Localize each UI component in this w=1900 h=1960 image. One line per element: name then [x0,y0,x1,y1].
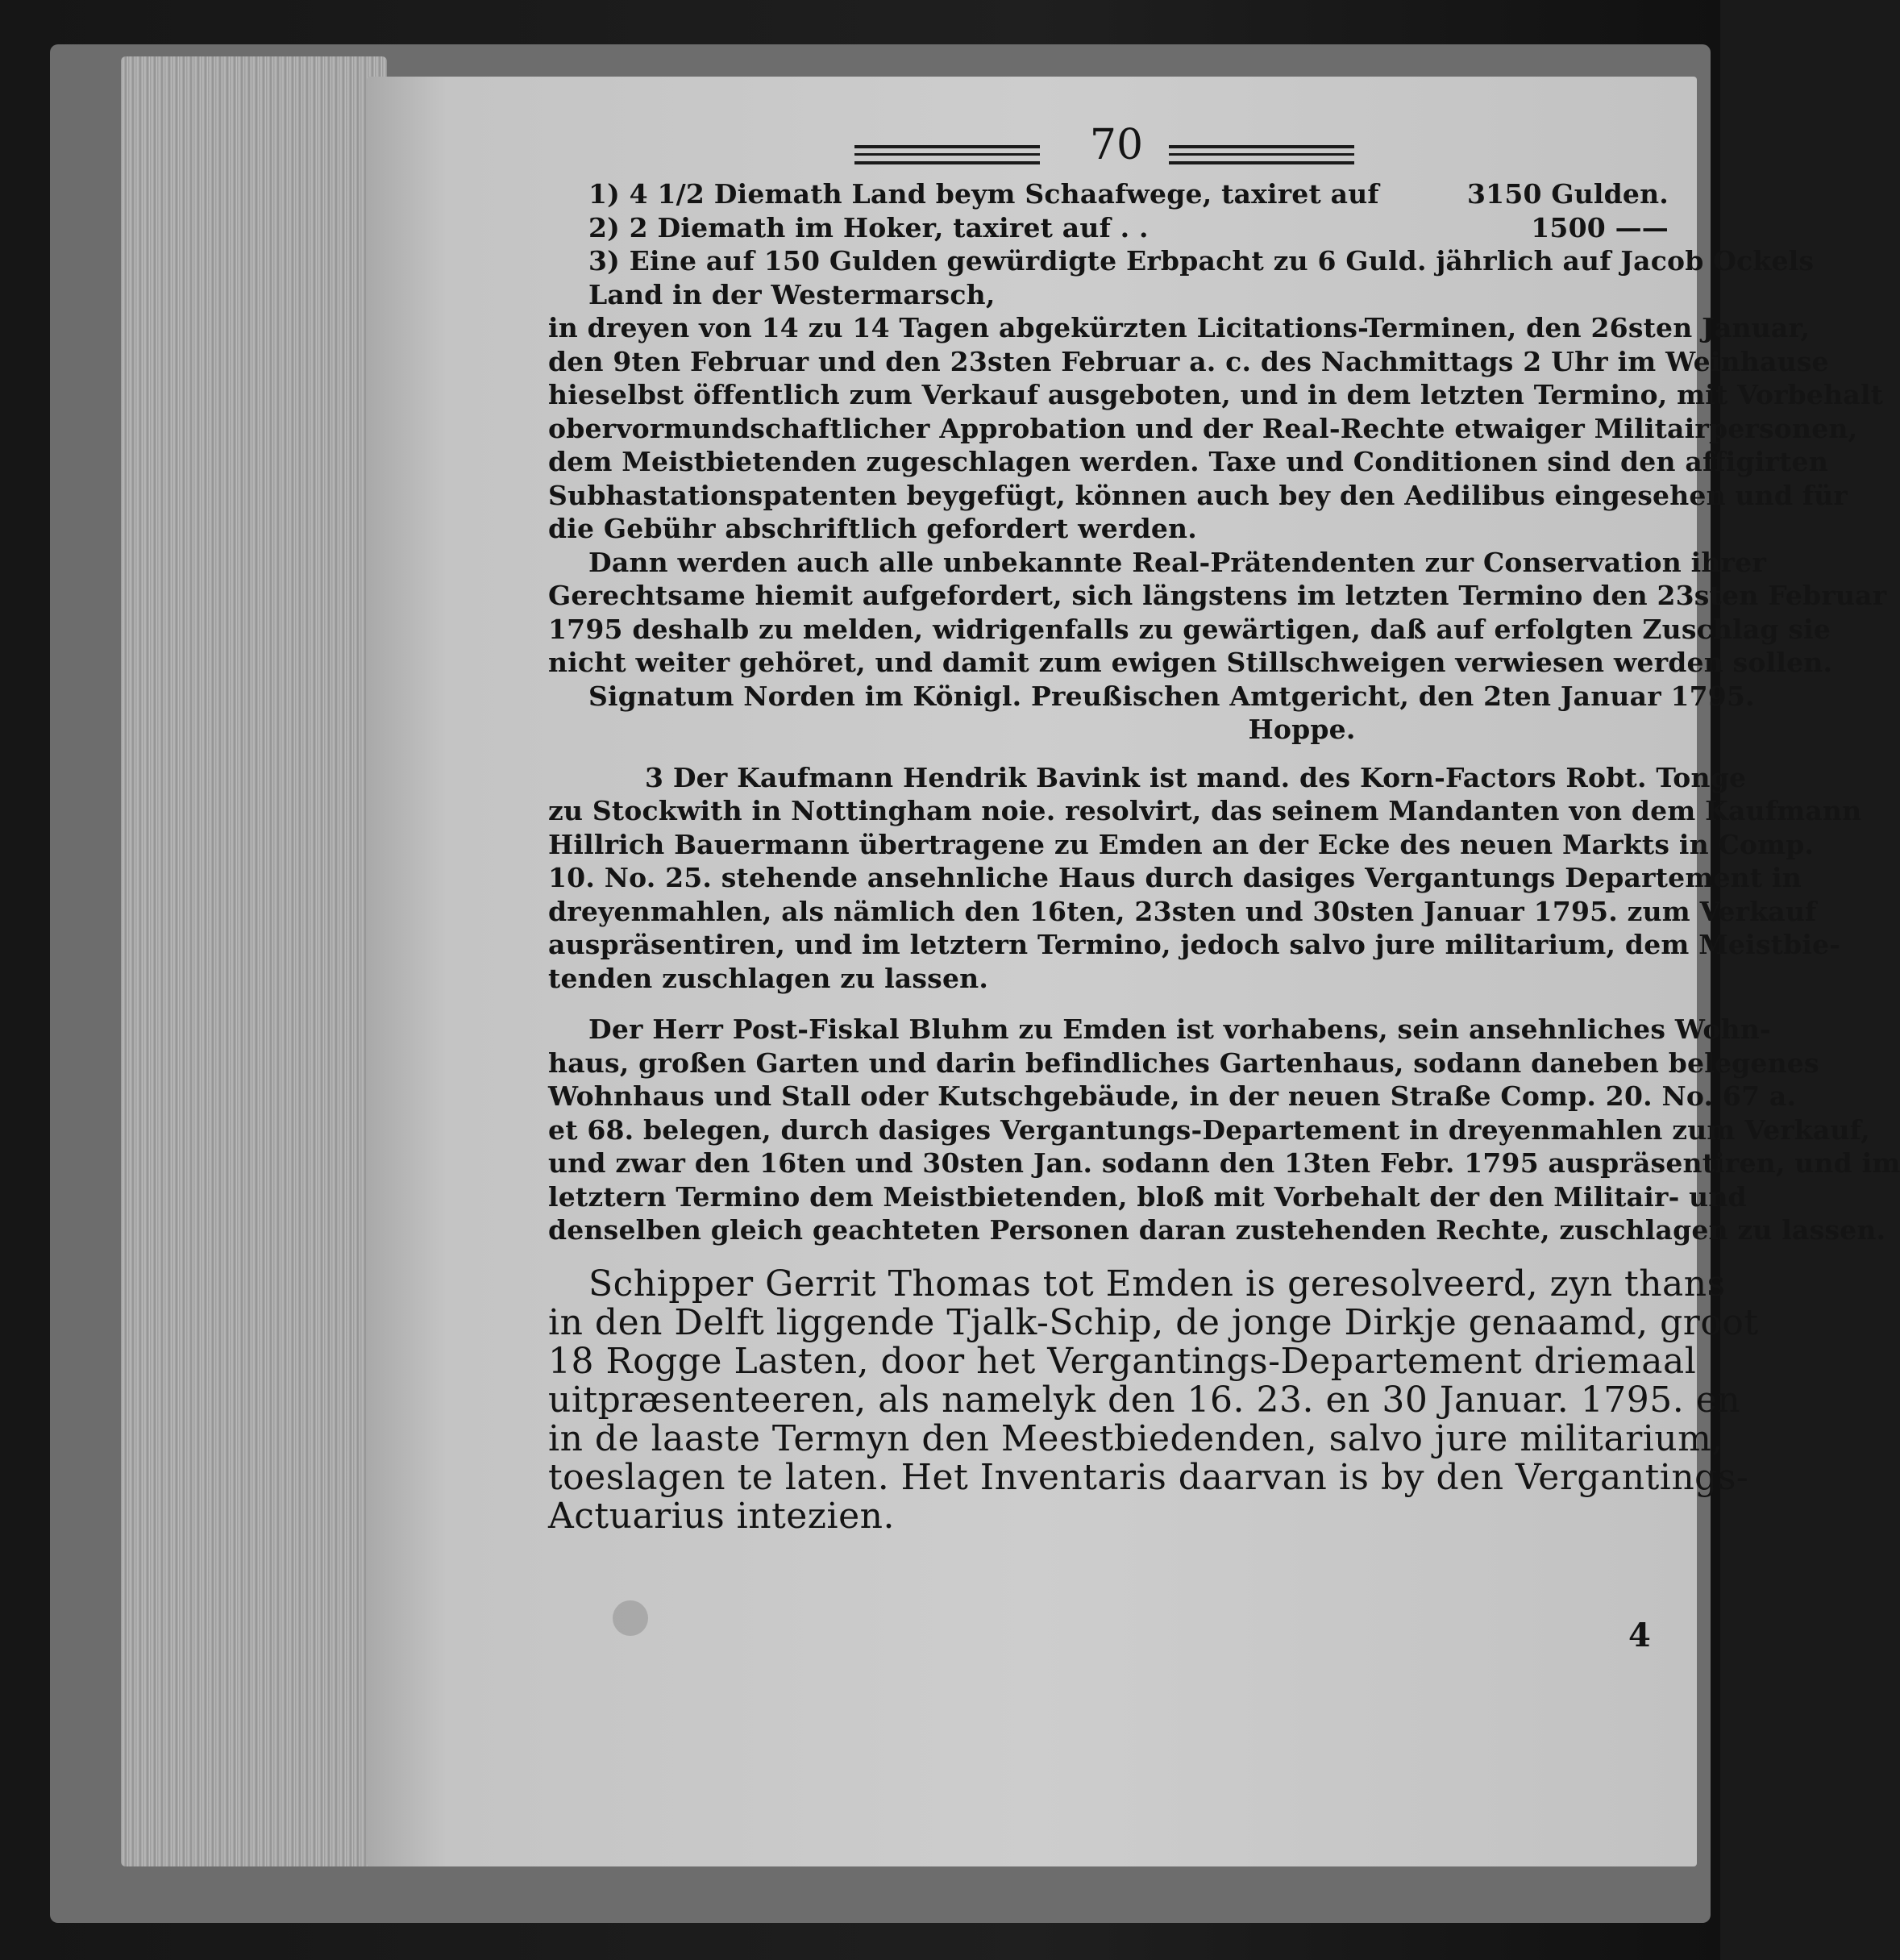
dutch-line: uitpræsenteeren, als namelyk den 16. 23. en 30 Januar. 1795. en [548,1379,1741,1421]
text-line: hieselbst öffentlich zum Verkauf ausgeboten, und in dem letzten Termino, mit Vorbehalt [548,379,1884,410]
text-line: haus, großen Garten und darin befindliches Gartenhaus, sodann daneben belegenes [548,1047,1819,1079]
text-line: Subhastationspatenten beygefügt, können auch bey den Aedilibus eingesehen und für [548,479,1848,511]
text-line: in dreyen von 14 zu 14 Tagen abgekürzten Licitations-Terminen, den 26sten Januar, [548,312,1811,343]
text-line: Wohnhaus und Stall oder Kutschgebäude, in der neuen Straße Comp. 20. No. 67 a. [548,1080,1797,1112]
text-line: dem Meistbietenden zugeschlagen werden. Taxe und Conditionen sind den affigirten [548,446,1828,477]
text-line: Land in der Westermarsch, [588,278,996,310]
text-line: Signatum Norden im Königl. Preußischen Amtgericht, den 2ten Januar 1795. [588,680,1755,712]
spacer [548,995,1685,1013]
text-line: nicht weiter gehöret, und damit zum ewigen Stillschweigen verwiesen werden sollen. [548,647,1833,678]
dutch-line: toeslagen te laten. Het Inventaris daarvan is by den Vergantings- [548,1456,1749,1498]
text-line: die Gebühr abschriftlich gefordert werden. [548,513,1197,544]
item-value: 3150 Gulden. [1467,178,1669,210]
text-line: obervormundschaftlicher Approbation und der Real-Rechte etwaiger Militairpersonen, [548,412,1858,444]
text-line: Dann werden auch alle unbekannte Real-Prätendenten zur Conservation ihrer [588,546,1766,578]
text-line: letztern Termino dem Meistbietenden, bloß mit Vorbehalt der den Militair- und [548,1180,1747,1213]
text-line: und zwar den 16ten und 30sten Jan. sodann den 13ten Febr. 1795 auspräsentiren, und im [548,1147,1900,1179]
dutch-line: Actuarius intezien. [548,1495,895,1537]
page-header [548,121,1685,177]
signature-name: Hoppe. [1248,714,1356,745]
page-text [548,121,1900,1537]
catchword: 4 [1628,1617,1651,1654]
item-value: 1500 —— [1531,211,1669,243]
dutch-line: in den Delft liggende Tjalk-Schip, de jonge Dirkje genaamd, groot [548,1301,1759,1343]
text-line: Gerechtsame hiemit aufgefordert, sich längstens im letzten Termino den 23sten Februar [548,580,1887,611]
text-line: denselben gleich geachteten Personen daran zustehenden Rechte, zuschlagen zu lassen. [548,1214,1886,1246]
list-item [548,211,1685,245]
text-line: 1795 deshalb zu melden, widrigenfalls zu gewärtigen, daß auf erfolgten Zuschlag sie [548,613,1831,645]
text-line: dreyenmahlen, als nämlich den 16ten, 23sten und 30sten Januar 1795. zum Verkauf [548,895,1817,927]
text-line: 10. No. 25. stehende ansehnliche Haus durch dasiges Vergantungs Departement in [548,862,1802,893]
list-item [548,177,1685,211]
text-line: 3) Eine auf 150 Gulden gewürdigte Erbpacht zu 6 Guld. jährlich auf Jacob Ockels [588,245,1815,277]
item-text: 2) 2 Diemath im Hoker, taxiret auf . . [588,211,1149,243]
text-line: tenden zuschlagen zu lassen. [548,962,989,994]
page-number: 70 [1089,121,1144,169]
text-line: den 9ten Februar und den 23sten Februar a. c. des Nachmittags 2 Uhr im Weinhause [548,345,1829,377]
text-line: Der Herr Post-Fiskal Bluhm zu Emden ist vorhabens, sein ansehnliches Wohn- [588,1013,1771,1045]
text-line: et 68. belegen, durch dasiges Vergantungs-Departement in dreyenmahlen zum Verkauf, [548,1113,1870,1146]
dutch-line: 18 Rogge Lasten, door het Vergantings-Departement driemaal [548,1340,1697,1382]
header-rule-left [854,145,1040,164]
spacer [548,747,1685,761]
stain [613,1600,648,1636]
dutch-line: Schipper Gerrit Thomas tot Emden is geresolveerd, zyn thans [588,1263,1726,1305]
dutch-line: in de laaste Termyn den Meestbiedenden, salvo jure militarium, [548,1417,1723,1459]
spacer [548,1247,1685,1265]
item-text: 1) 4 1/2 Diemath Land beym Schaafwege, taxiret auf [588,178,1379,210]
page-edges [121,56,387,1866]
header-rule-right [1169,145,1354,164]
text-line: auspräsentiren, und im letztern Termino, jedoch salvo jure militarium, dem Meistbie- [548,929,1841,960]
text-line: Hillrich Bauermann übertragene zu Emden an der Ecke des neuen Markts in Comp. [548,828,1815,860]
text-line: 3 Der Kaufmann Hendrik Bavink ist mand. des Korn-Factors Robt. Tonge [645,761,1747,793]
text-line: zu Stockwith in Nottingham noie. resolvirt, das seinem Mandanten von dem Kaufmann [548,795,1862,826]
